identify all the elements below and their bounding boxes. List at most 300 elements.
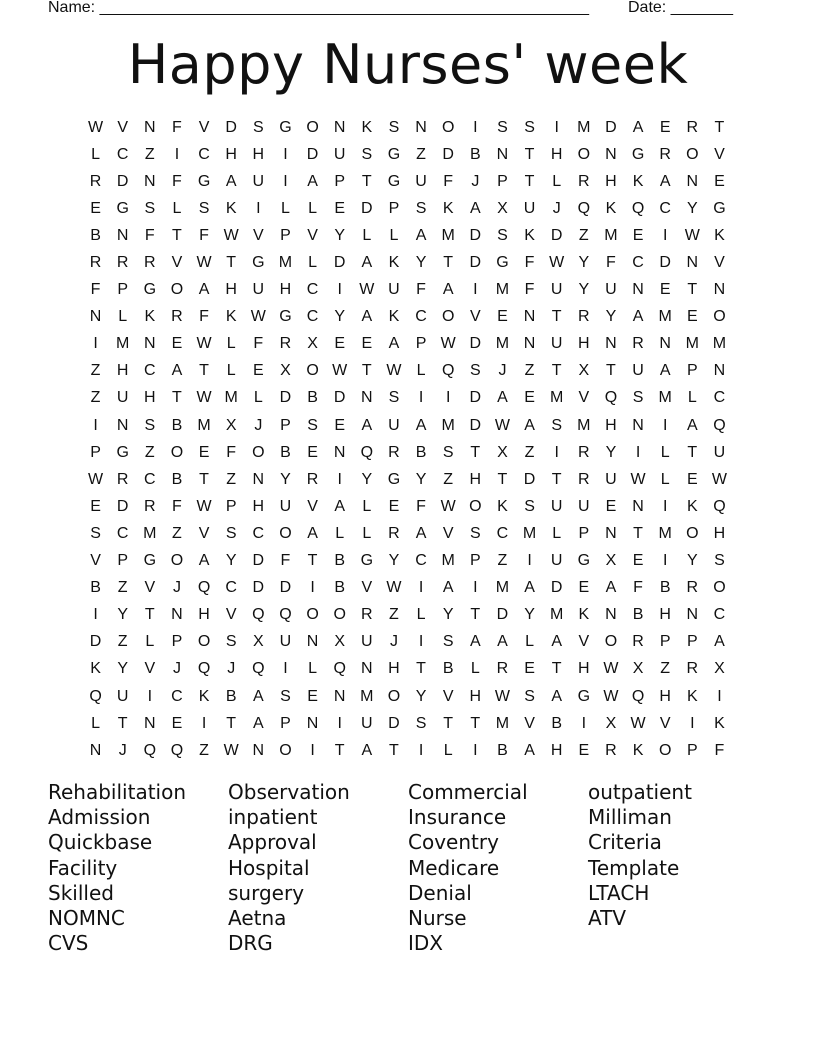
grid-letter: D <box>361 199 373 217</box>
grid-letter: U <box>333 145 346 163</box>
grid-letter: C <box>225 579 237 597</box>
grid-letter: T <box>524 145 535 163</box>
grid-letter: S <box>442 443 454 461</box>
grid-row <box>82 249 734 276</box>
grid-letter: P <box>334 172 346 190</box>
grid-letter: N <box>333 118 346 136</box>
grid-letter: O <box>713 308 726 326</box>
grid-letter: C <box>306 308 319 326</box>
grid-row <box>82 575 734 602</box>
grid-letter: S <box>144 199 156 217</box>
grid-letter: P <box>578 524 590 542</box>
grid-letter: I <box>256 199 261 217</box>
grid-letter: G <box>387 470 401 488</box>
grid-letter: E <box>334 416 346 434</box>
grid-row <box>82 656 734 683</box>
grid-letter: L <box>308 660 318 678</box>
grid-letter: Y <box>605 308 617 326</box>
grid-letter: A <box>551 687 563 705</box>
grid-letter: T <box>551 308 562 326</box>
grid-letter: N <box>89 308 102 326</box>
grid-letter: H <box>659 606 671 624</box>
grid-letter: A <box>307 524 318 542</box>
grid-letter: V <box>144 660 156 678</box>
grid-letter: D <box>442 145 454 163</box>
grid-letter: I <box>283 172 288 190</box>
grid-letter: V <box>442 524 454 542</box>
grid-row <box>82 548 734 575</box>
grid-letter: W <box>711 470 727 488</box>
grid-letter: T <box>307 552 318 570</box>
grid-letter: W <box>386 579 402 597</box>
grid-letter: W <box>684 226 700 244</box>
grid-letter: C <box>306 281 319 299</box>
grid-letter: X <box>578 362 590 380</box>
grid-letter: P <box>388 199 400 217</box>
grid-letter: N <box>306 633 319 651</box>
grid-letter: A <box>686 416 698 434</box>
grid-letter: T <box>334 741 345 759</box>
grid-letter: H <box>469 470 482 488</box>
grid-row <box>82 493 734 520</box>
grid-letter: A <box>659 172 671 190</box>
grid-letter: B <box>551 714 563 732</box>
grid-row <box>82 358 734 385</box>
grid-letter: S <box>469 524 481 542</box>
grid-letter: H <box>225 145 237 163</box>
grid-letter: V <box>442 687 454 705</box>
grid-letter: N <box>252 741 265 759</box>
word-list-item: Approval <box>228 830 317 855</box>
grid-letter: Y <box>686 199 698 217</box>
grid-row <box>82 385 734 412</box>
grid-letter: M <box>278 254 293 272</box>
grid-letter: L <box>389 226 399 244</box>
grid-letter: A <box>334 497 346 515</box>
grid-letter: B <box>469 145 481 163</box>
grid-letter: T <box>389 741 399 759</box>
grid-letter: M <box>360 687 374 705</box>
grid-letter: Q <box>333 660 346 678</box>
grid-letter: Q <box>360 443 374 461</box>
grid-letter: C <box>116 145 129 163</box>
grid-letter: Y <box>578 254 590 272</box>
grid-letter: N <box>713 281 726 299</box>
grid-letter: E <box>307 687 318 705</box>
grid-row <box>82 168 734 195</box>
grid-letter: R <box>578 443 590 461</box>
grid-letter: G <box>143 281 157 299</box>
grid-letter: G <box>631 145 645 163</box>
grid-letter: Z <box>144 443 155 461</box>
grid-letter: N <box>171 606 183 624</box>
grid-letter: A <box>252 687 264 705</box>
grid-letter: T <box>443 254 454 272</box>
grid-letter: E <box>686 470 698 488</box>
grid-letter: B <box>442 660 454 678</box>
grid-letter: I <box>581 714 587 732</box>
grid-letter: N <box>632 416 644 434</box>
grid-letter: L <box>416 362 426 380</box>
grid-letter: S <box>388 118 400 136</box>
grid-letter: R <box>686 118 699 136</box>
grid-letter: D <box>550 579 563 597</box>
grid-letter: K <box>578 606 590 624</box>
grid-letter: T <box>687 281 698 299</box>
grid-letter: K <box>632 741 644 759</box>
grid-row <box>82 602 734 629</box>
grid-letter: Z <box>416 145 426 163</box>
grid-letter: H <box>550 145 563 163</box>
grid-letter: A <box>497 389 508 407</box>
grid-letter: Y <box>334 226 346 244</box>
grid-letter: Y <box>334 308 346 326</box>
grid-letter: Y <box>578 281 590 299</box>
grid-letter: E <box>90 199 101 217</box>
grid-letter: M <box>495 714 510 732</box>
grid-letter: Y <box>388 552 400 570</box>
grid-letter: O <box>686 145 699 163</box>
grid-letter: N <box>523 335 536 353</box>
grid-letter: B <box>90 226 101 244</box>
grid-letter: W <box>549 254 565 272</box>
grid-letter: U <box>578 497 590 515</box>
grid-letter: N <box>116 416 129 434</box>
grid-letter: U <box>713 443 726 461</box>
grid-letter: W <box>603 687 619 705</box>
grid-letter: E <box>686 308 698 326</box>
grid-letter: V <box>659 714 671 732</box>
grid-row <box>82 466 734 493</box>
grid-row <box>82 141 734 168</box>
grid-letter: W <box>196 254 212 272</box>
grid-letter: W <box>494 687 510 705</box>
grid-letter: L <box>226 362 236 380</box>
grid-letter: H <box>116 362 129 380</box>
grid-letter: K <box>686 497 698 515</box>
grid-letter: F <box>144 226 155 244</box>
grid-letter: T <box>687 443 698 461</box>
grid-letter: O <box>170 552 184 570</box>
grid-letter: R <box>361 606 373 624</box>
grid-letter: B <box>225 687 237 705</box>
grid-letter: Q <box>89 687 102 705</box>
grid-letter: I <box>147 687 153 705</box>
grid-letter: C <box>415 308 427 326</box>
grid-letter: D <box>469 335 482 353</box>
grid-letter: J <box>552 199 561 217</box>
grid-letter: G <box>116 199 129 217</box>
grid-letter: K <box>497 497 508 515</box>
name-field-label: Name: _______________________________________________________ <box>48 0 589 16</box>
grid-letter: K <box>524 226 535 244</box>
grid-letter: O <box>441 308 455 326</box>
grid-letter: L <box>525 633 535 651</box>
grid-row <box>82 629 734 656</box>
grid-letter: D <box>252 552 265 570</box>
grid-letter: B <box>280 443 291 461</box>
grid-letter: R <box>578 308 590 326</box>
grid-letter: A <box>632 308 644 326</box>
grid-letter: H <box>578 660 590 678</box>
grid-letter: C <box>116 524 129 542</box>
grid-letter: Z <box>199 741 209 759</box>
grid-letter: B <box>90 579 101 597</box>
grid-letter: C <box>198 145 210 163</box>
grid-letter: Q <box>631 687 645 705</box>
grid-letter: C <box>713 389 726 407</box>
grid-letter: I <box>418 389 424 407</box>
word-list-item: Template <box>588 855 680 880</box>
grid-letter: S <box>551 416 563 434</box>
grid-letter: I <box>554 443 559 461</box>
grid-letter: H <box>144 389 156 407</box>
grid-letter: U <box>415 172 427 190</box>
grid-letter: Q <box>604 389 618 407</box>
word-list-item: Nurse <box>408 905 467 930</box>
grid-letter: M <box>658 524 672 542</box>
grid-letter: X <box>605 714 617 732</box>
grid-letter: L <box>172 199 182 217</box>
grid-letter: U <box>279 497 292 515</box>
grid-letter: S <box>144 416 156 434</box>
grid-letter: T <box>226 254 237 272</box>
word-list-item: Rehabilitation <box>48 780 187 804</box>
grid-letter: L <box>362 497 372 515</box>
grid-row <box>82 683 734 710</box>
word-list-item <box>588 931 768 956</box>
grid-letter: N <box>144 172 156 190</box>
grid-letter: F <box>172 172 182 190</box>
grid-letter: S <box>415 714 427 732</box>
grid-letter: T <box>470 443 481 461</box>
grid-letter: T <box>443 714 454 732</box>
grid-letter: N <box>306 714 319 732</box>
grid-letter: T <box>551 362 562 380</box>
grid-letter: O <box>686 524 699 542</box>
grid-letter: U <box>116 687 129 705</box>
grid-row <box>82 222 734 249</box>
grid-letter: G <box>496 254 509 272</box>
grid-letter: R <box>686 579 699 597</box>
grid-letter: R <box>116 470 129 488</box>
grid-letter: A <box>605 579 617 597</box>
grid-letter: W <box>223 226 239 244</box>
grid-letter: F <box>633 579 643 597</box>
grid-letter: S <box>252 118 264 136</box>
grid-letter: E <box>252 362 264 380</box>
grid-letter: G <box>252 254 265 272</box>
grid-letter: W <box>250 308 266 326</box>
grid-letter: G <box>387 145 401 163</box>
grid-letter: L <box>145 633 155 651</box>
grid-letter: D <box>469 416 482 434</box>
grid-letter: I <box>635 443 641 461</box>
grid-letter: T <box>416 660 426 678</box>
grid-letter: A <box>415 524 427 542</box>
grid-letter: I <box>690 714 695 732</box>
grid-letter: R <box>89 254 102 272</box>
grid-letter: A <box>632 118 644 136</box>
grid-letter: D <box>388 714 400 732</box>
grid-letter: I <box>445 389 451 407</box>
grid-letter: W <box>196 497 212 515</box>
grid-letter: T <box>470 714 481 732</box>
grid-letter: A <box>524 579 535 597</box>
grid-letter: M <box>441 416 455 434</box>
grid-letter: S <box>524 497 535 515</box>
grid-letter: W <box>88 470 104 488</box>
grid-letter: P <box>415 335 427 353</box>
grid-letter: L <box>687 389 697 407</box>
grid-letter: X <box>605 552 617 570</box>
grid-letter: C <box>415 552 427 570</box>
grid-letter: A <box>171 362 183 380</box>
grid-letter: H <box>550 741 563 759</box>
grid-letter: D <box>496 606 509 624</box>
grid-letter: S <box>524 118 535 136</box>
grid-letter: E <box>90 497 101 515</box>
grid-letter: T <box>497 470 508 488</box>
grid-letter: W <box>630 470 646 488</box>
grid-letter: O <box>279 741 292 759</box>
grid-letter: I <box>93 416 98 434</box>
grid-letter: F <box>714 741 725 759</box>
word-list-item: LTACH <box>588 880 650 905</box>
grid-letter: U <box>605 470 617 488</box>
grid-letter: N <box>333 443 346 461</box>
grid-letter: L <box>226 335 236 353</box>
grid-letter: I <box>473 579 478 597</box>
grid-letter: A <box>497 633 508 651</box>
grid-letter: A <box>714 633 725 651</box>
grid-letter: W <box>359 281 375 299</box>
grid-letter: B <box>334 579 346 597</box>
grid-letter: Y <box>225 552 237 570</box>
grid-letter: P <box>497 172 508 190</box>
grid-letter: Q <box>279 606 292 624</box>
grid-letter: K <box>198 687 210 705</box>
grid-letter: Z <box>578 226 589 244</box>
grid-letter: Z <box>226 470 237 488</box>
grid-letter: T <box>714 118 725 136</box>
grid-letter: L <box>118 308 128 326</box>
grid-letter: M <box>522 524 537 542</box>
grid-letter: L <box>416 606 426 624</box>
grid-letter: F <box>226 443 237 461</box>
grid-letter: M <box>495 281 510 299</box>
grid-letter: D <box>116 172 129 190</box>
grid-letter: S <box>497 226 508 244</box>
grid-letter: E <box>361 335 373 353</box>
grid-letter: N <box>632 497 644 515</box>
grid-letter: M <box>116 335 130 353</box>
grid-letter: I <box>93 335 98 353</box>
grid-letter: R <box>171 308 183 326</box>
grid-letter: S <box>388 389 400 407</box>
grid-letter: R <box>388 443 400 461</box>
grid-letter: R <box>632 335 644 353</box>
grid-letter: P <box>90 443 101 461</box>
grid-letter: H <box>252 145 265 163</box>
grid-letter: T <box>361 362 372 380</box>
grid-letter: J <box>389 633 398 651</box>
grid-letter: T <box>551 660 562 678</box>
word-list-item: NOMNC <box>48 905 125 930</box>
grid-letter: E <box>388 497 400 515</box>
grid-letter: I <box>283 660 288 678</box>
grid-letter: E <box>605 497 617 515</box>
grid-letter: V <box>469 308 481 326</box>
grid-letter: P <box>686 362 698 380</box>
grid-letter: E <box>659 281 671 299</box>
grid-letter: M <box>658 389 672 407</box>
grid-letter: Q <box>631 199 645 217</box>
grid-letter: E <box>632 226 644 244</box>
grid-letter: J <box>254 416 263 434</box>
grid-letter: N <box>361 660 373 678</box>
grid-letter: A <box>225 172 237 190</box>
grid-letter: D <box>116 497 129 515</box>
grid-letter: O <box>279 524 292 542</box>
grid-letter: S <box>307 416 318 434</box>
grid-letter: P <box>117 552 129 570</box>
grid-letter: W <box>440 497 456 515</box>
grid-letter: F <box>443 172 454 190</box>
word-list-item: Insurance <box>408 805 507 830</box>
word-list-item: Commercial <box>408 780 528 804</box>
grid-letter: U <box>550 497 563 515</box>
grid-letter: M <box>495 579 510 597</box>
grid-letter: R <box>144 254 156 272</box>
grid-letter: A <box>659 362 671 380</box>
grid-letter: U <box>279 633 292 651</box>
grid-letter: I <box>337 470 342 488</box>
grid-letter: M <box>550 389 564 407</box>
grid-letter: V <box>252 226 264 244</box>
word-list-item: Criteria <box>588 830 662 855</box>
grid-letter: A <box>524 416 535 434</box>
word-list-item: Admission <box>48 805 151 830</box>
grid-row <box>82 737 734 764</box>
grid-letter: I <box>662 552 668 570</box>
grid-letter: H <box>252 497 265 515</box>
grid-letter: Z <box>497 552 508 570</box>
grid-letter: I <box>662 416 668 434</box>
grid-letter: E <box>497 308 508 326</box>
grid-letter: L <box>280 199 290 217</box>
grid-letter: E <box>171 335 183 353</box>
grid-letter: M <box>658 308 672 326</box>
grid-letter: G <box>713 199 726 217</box>
grid-letter: S <box>198 199 210 217</box>
grid-letter: K <box>714 714 725 732</box>
grid-letter: H <box>198 606 210 624</box>
grid-letter: S <box>632 389 644 407</box>
grid-letter: O <box>306 362 319 380</box>
grid-letter: C <box>252 524 265 542</box>
grid-letter: M <box>143 524 157 542</box>
grid-row <box>82 439 734 466</box>
grid-letter: D <box>333 254 346 272</box>
grid-letter: I <box>310 741 315 759</box>
grid-letter: K <box>632 172 644 190</box>
grid-letter: Q <box>170 741 184 759</box>
grid-letter: U <box>361 714 373 732</box>
grid-letter: R <box>578 172 590 190</box>
grid-letter: M <box>577 416 591 434</box>
grid-letter: D <box>469 226 482 244</box>
